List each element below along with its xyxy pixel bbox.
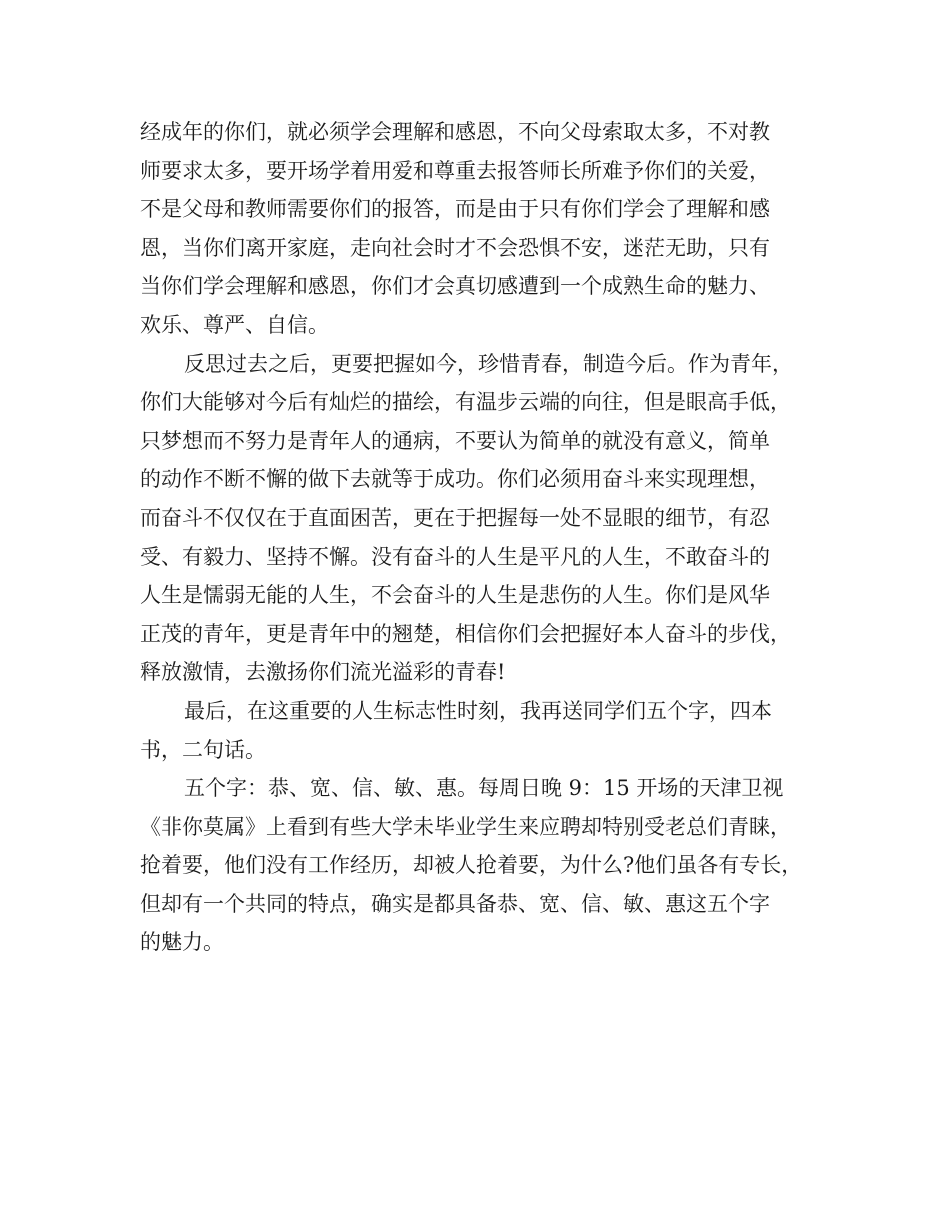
paragraph-2-line: 只梦想而不努力是青年人的通病，不要认为简单的就没有意义，简单 [140, 428, 770, 453]
paragraph-2-line: 你们大能够对今后有灿烂的描绘，有温步云端的向往，但是眼高手低， [140, 390, 791, 415]
document-body [140, 113, 828, 962]
paragraph-3-line: 书，二句话。 [140, 737, 266, 762]
paragraph-2-line: 的动作不断不懈的做下去就等于成功。你们必须用奋斗来实现理想， [140, 467, 770, 492]
paragraph-2-line: 而奋斗不仅仅在于直面困苦，更在于把握每一处不显眼的细节，有忍 [140, 505, 770, 530]
paragraph-2-line: 正茂的青年，更是青年中的翘楚，相信你们会把握好本人奋斗的步伐， [140, 621, 791, 646]
paragraph-2-first-line: 反思过去之后，更要把握如今，珍惜青春，制造今后。作为青年， [184, 351, 793, 376]
paragraph-4-line: 抢着要，他们没有工作经历，却被人抢着要，为什么?他们虽各有专长， [140, 853, 803, 878]
paragraph-4-line: 《非你莫属》上看到有些大学未毕业学生来应聘却特别受老总们青睐， [140, 814, 791, 839]
paragraph-4-line: 的魅力。 [140, 930, 224, 955]
paragraph-2-line: 受、有毅力、坚持不懈。没有奋斗的人生是平凡的人生，不敢奋斗的 [140, 544, 770, 569]
paragraph-1-line: 恩，当你们离开家庭，走向社会时才不会恐惧不安，迷茫无助，只有 [140, 235, 770, 260]
paragraph-2-line: 人生是懦弱无能的人生，不会奋斗的人生是悲伤的人生。你们是风华 [140, 583, 770, 608]
paragraph-1-line: 经成年的你们，就必须学会理解和感恩，不向父母索取太多，不对教 [140, 120, 770, 144]
paragraph-4-line: 但却有一个共同的特点，确实是都具备恭、宽、信、敏、惠这五个字 [140, 891, 770, 916]
paragraph-3-first-line: 最后，在这重要的人生标志性时刻，我再送同学们五个字，四本 [184, 698, 772, 723]
paragraph-1-line: 当你们学会理解和感恩，你们才会真切感遭到一个成熟生命的魅力、 [140, 274, 770, 299]
paragraph-1-line: 师要求太多，要开场学着用爱和尊重去报答师长所难予你们的关爱， [140, 158, 770, 183]
paragraph-4-first-line: 五个字：恭、宽、信、敏、惠。每周日晚 9：15 开场的天津卫视 [184, 776, 784, 801]
paragraph-1-line: 不是父母和教师需要你们的报答，而是由于只有你们学会了理解和感 [140, 197, 770, 222]
paragraph-1-line: 欢乐、尊严、自信。 [140, 312, 329, 337]
paragraph-2-line: 释放激情，去激扬你们流光溢彩的青春! [140, 660, 506, 685]
